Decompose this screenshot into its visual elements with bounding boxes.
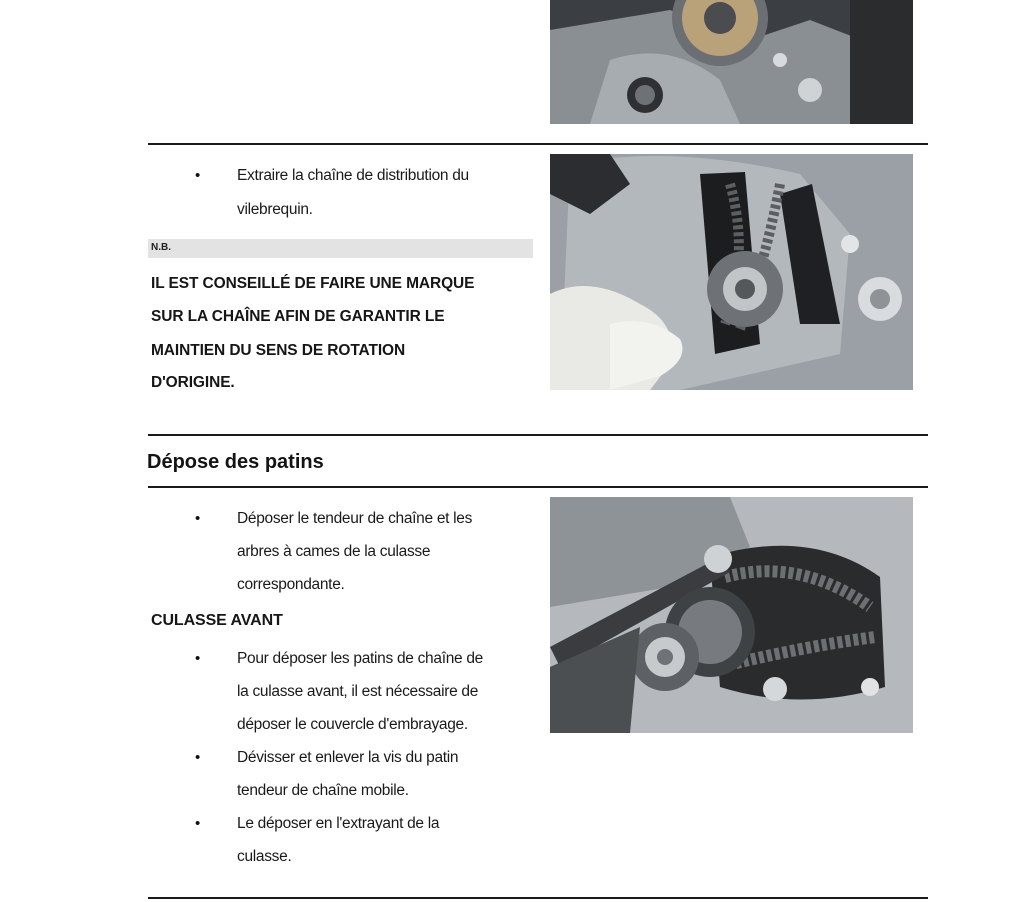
bullet-marker: • bbox=[195, 510, 201, 527]
instruction-line: Dévisser et enlever la vis du patin bbox=[237, 749, 459, 766]
bullet-marker: • bbox=[195, 749, 201, 766]
instruction-line: Déposer le tendeur de chaîne et les bbox=[237, 510, 473, 527]
note-line: MAINTIEN DU SENS DE ROTATION bbox=[151, 342, 406, 359]
bullet-marker: • bbox=[195, 167, 201, 184]
note-line: IL EST CONSEILLÉ DE FAIRE UNE MARQUE bbox=[151, 275, 475, 292]
subheading: CULASSE AVANT bbox=[151, 612, 283, 629]
instruction-line: tendeur de chaîne mobile. bbox=[237, 782, 409, 799]
nb-label: N.B. bbox=[151, 242, 171, 253]
note-line: SUR LA CHAÎNE AFIN DE GARANTIR LE bbox=[151, 308, 445, 325]
divider-2 bbox=[148, 434, 928, 436]
engine-photo-chain-removal bbox=[550, 154, 913, 390]
note-line: D'ORIGINE. bbox=[151, 374, 235, 391]
engine-photo-gear bbox=[550, 0, 913, 124]
instruction-line: Pour déposer les patins de chaîne de bbox=[237, 650, 483, 667]
divider-4 bbox=[148, 897, 928, 899]
instruction-line: déposer le couvercle d'embrayage. bbox=[237, 716, 468, 733]
instruction-line: culasse. bbox=[237, 848, 292, 865]
instruction-line: Extraire la chaîne de distribution du bbox=[237, 167, 469, 184]
instruction-line: la culasse avant, il est nécessaire de bbox=[237, 683, 479, 700]
nb-band bbox=[148, 239, 533, 258]
instruction-line: Le déposer en l'extrayant de la bbox=[237, 815, 440, 832]
engine-photo-tensioner bbox=[550, 497, 913, 733]
divider-3 bbox=[148, 486, 928, 488]
instruction-line: arbres à cames de la culasse bbox=[237, 543, 431, 560]
bullet-marker: • bbox=[195, 650, 201, 667]
section-title: Dépose des patins bbox=[147, 451, 324, 473]
instruction-line: vilebrequin. bbox=[237, 201, 313, 218]
divider-1 bbox=[148, 143, 928, 145]
instruction-line: correspondante. bbox=[237, 576, 345, 593]
bullet-marker: • bbox=[195, 815, 201, 832]
